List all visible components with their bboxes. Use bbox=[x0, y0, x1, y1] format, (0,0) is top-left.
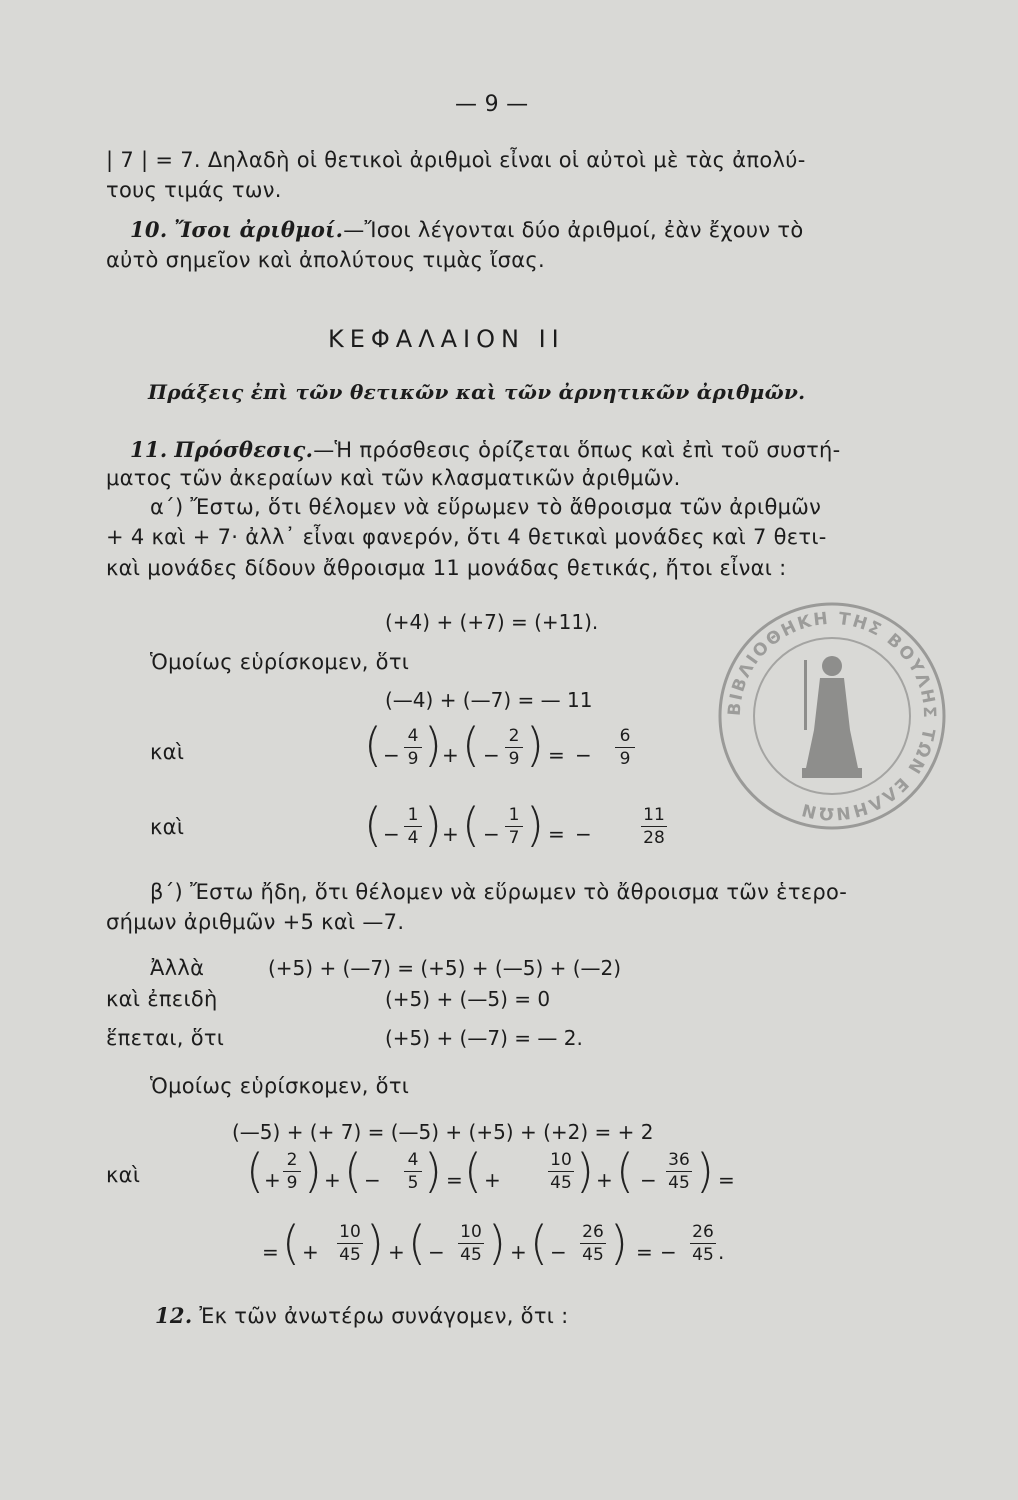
equals-sign: = bbox=[548, 743, 565, 767]
section-number: 10. bbox=[130, 217, 168, 242]
plus-sign: + bbox=[442, 822, 459, 846]
text-label: καὶ ἐπειδὴ bbox=[106, 987, 218, 1011]
text-label: ἕπεται, ὅτι bbox=[106, 1026, 225, 1050]
paren-close: ) bbox=[424, 1144, 442, 1198]
numerator: 1 bbox=[508, 805, 520, 825]
text-line: σήμων ἀριθμῶν +5 καὶ —7. bbox=[106, 910, 405, 934]
text-line: + 4 καὶ + 7· ἀλλ᾽ εἶναι φανερόν, ὅτι 4 θετικαὶ μονάδες καὶ 7 θετι- bbox=[106, 525, 827, 549]
section-11 bbox=[130, 437, 841, 462]
numerator: 36 bbox=[668, 1150, 690, 1170]
paren-open: ( bbox=[616, 1144, 634, 1198]
plus-sign: + bbox=[596, 1168, 613, 1192]
denominator: 7 bbox=[508, 828, 520, 848]
numerator: 10 bbox=[460, 1222, 482, 1242]
paren-open: ( bbox=[364, 718, 382, 772]
sign: − bbox=[428, 1240, 445, 1264]
section-12 bbox=[155, 1303, 569, 1328]
section-text: —Ἡ πρόσθεσις ὁρίζεται ὅπως καὶ ἐπὶ τοῦ συστή- bbox=[313, 438, 841, 462]
denominator: 45 bbox=[582, 1245, 604, 1265]
numerator: 11 bbox=[643, 805, 665, 825]
denominator: 9 bbox=[286, 1173, 298, 1193]
paren-open: ( bbox=[464, 1144, 482, 1198]
fraction bbox=[404, 1151, 422, 1192]
sign: − bbox=[483, 822, 500, 846]
plus-sign: + bbox=[324, 1168, 341, 1192]
section-text: Ἐκ τῶν ἀνωτέρω συνάγομεν, ὅτι : bbox=[199, 1304, 569, 1328]
equation: (—5) + (+ 7) = (—5) + (+5) + (+2) = + 2 bbox=[232, 1120, 654, 1144]
sign: − bbox=[483, 743, 500, 767]
numerator: 2 bbox=[286, 1150, 298, 1170]
paren-close: ) bbox=[488, 1216, 506, 1270]
paren-close: ) bbox=[576, 1144, 594, 1198]
equals-sign: = bbox=[548, 822, 565, 846]
fraction bbox=[505, 806, 523, 847]
chapter-heading: ΚΕΦΑΛΑΙΟΝ ΙΙ bbox=[328, 325, 565, 353]
text-line: τους τιμάς των. bbox=[106, 178, 282, 202]
equation: (—4) + (—7) = — 11 bbox=[385, 688, 593, 712]
section-text: —Ἴσοι λέγονται δύο ἀριθμοί, ἐὰν ἔχουν τὸ bbox=[343, 218, 804, 242]
sign: − bbox=[575, 822, 592, 846]
paren-open: ( bbox=[462, 798, 480, 852]
sign: + bbox=[484, 1168, 501, 1192]
sign: − bbox=[640, 1168, 657, 1192]
fraction bbox=[458, 1223, 484, 1264]
equals-sign: = bbox=[718, 1168, 735, 1192]
numerator: 1 bbox=[407, 805, 419, 825]
paren-open: ( bbox=[364, 798, 382, 852]
sign: − bbox=[383, 822, 400, 846]
fraction bbox=[641, 806, 667, 847]
fraction bbox=[283, 1151, 301, 1192]
denominator: 45 bbox=[550, 1173, 572, 1193]
fraction bbox=[548, 1151, 574, 1192]
numerator: 26 bbox=[692, 1222, 714, 1242]
paren-close: ) bbox=[366, 1216, 384, 1270]
paren-open: ( bbox=[246, 1144, 264, 1198]
denominator: 45 bbox=[692, 1245, 714, 1265]
section-title: Πρόσθεσις. bbox=[174, 437, 314, 462]
text-kai: καὶ bbox=[106, 1163, 141, 1187]
section-number: 11. bbox=[130, 437, 168, 462]
stamp-text: ΒΙΒΛΙΟΘΗΚΗ ΤΗΣ ΒΟΥΛΗΣ ΤΩΝ ΕΛΛΗΝΩΝ bbox=[724, 608, 940, 824]
fraction bbox=[580, 1223, 606, 1264]
fraction bbox=[505, 727, 523, 768]
sign: − bbox=[364, 1168, 381, 1192]
text-line: Ὁμοίως εὑρίσκομεν, ὅτι bbox=[150, 1074, 410, 1098]
denominator: 9 bbox=[619, 749, 631, 769]
section-number: 12. bbox=[155, 1303, 193, 1328]
numerator: 6 bbox=[619, 726, 631, 746]
numerator: 4 bbox=[407, 1150, 419, 1170]
paren-open: ( bbox=[462, 718, 480, 772]
section-10 bbox=[130, 217, 803, 242]
period: . bbox=[718, 1240, 725, 1264]
numerator: 4 bbox=[407, 726, 419, 746]
sign: + bbox=[302, 1240, 319, 1264]
paren-open: ( bbox=[344, 1144, 362, 1198]
numerator: 10 bbox=[339, 1222, 361, 1242]
text-kai: καὶ bbox=[150, 815, 185, 839]
text-line: αὐτὸ σημεῖον καὶ ἀπολύτους τιμὰς ἴσας. bbox=[106, 248, 546, 272]
fraction bbox=[337, 1223, 363, 1264]
equals-sign: = bbox=[262, 1240, 279, 1264]
equation: (+5) + (—7) = — 2. bbox=[385, 1026, 583, 1050]
paren-close: ) bbox=[526, 798, 544, 852]
text-line: Ὁμοίως εὑρίσκομεν, ὅτι bbox=[150, 650, 410, 674]
plus-sign: + bbox=[388, 1240, 405, 1264]
denominator: 45 bbox=[339, 1245, 361, 1265]
equation: (+4) + (+7) = (+11). bbox=[385, 610, 599, 634]
text-line: α΄) Ἔστω, ὅτι θέλομεν νὰ εὕρωμεν τὸ ἄθροισμα τῶν ἀριθμῶν bbox=[150, 495, 822, 519]
fraction bbox=[404, 727, 422, 768]
denominator: 9 bbox=[407, 749, 419, 769]
sign: − bbox=[550, 1240, 567, 1264]
equation: (+5) + (—5) = 0 bbox=[385, 987, 551, 1011]
paren-open: ( bbox=[408, 1216, 426, 1270]
page-number: — 9 — bbox=[455, 92, 529, 117]
text-line: β΄) Ἔστω ἤδη, ὅτι θέλομεν νὰ εὕρωμεν τὸ ἄθροισμα τῶν ἑτερο- bbox=[150, 880, 848, 904]
text-label: Ἀλλὰ bbox=[150, 956, 205, 980]
paren-close: ) bbox=[696, 1144, 714, 1198]
stamp-figure bbox=[802, 656, 862, 778]
equation: (+5) + (—7) = (+5) + (—5) + (—2) bbox=[268, 956, 622, 980]
denominator: 28 bbox=[643, 828, 665, 848]
equals-sign: = bbox=[636, 1240, 653, 1264]
denominator: 45 bbox=[460, 1245, 482, 1265]
denominator: 9 bbox=[508, 749, 520, 769]
equals-sign: = bbox=[446, 1168, 463, 1192]
plus-sign: + bbox=[442, 743, 459, 767]
text-line: ματος τῶν ἀκεραίων καὶ τῶν κλασματικῶν ἀριθμῶν. bbox=[106, 466, 681, 490]
paren-close: ) bbox=[424, 718, 442, 772]
sign: − bbox=[383, 743, 400, 767]
fraction bbox=[615, 727, 635, 768]
numerator: 26 bbox=[582, 1222, 604, 1242]
paren-close: ) bbox=[304, 1144, 322, 1198]
plus-sign: + bbox=[510, 1240, 527, 1264]
text-kai: καὶ bbox=[150, 740, 185, 764]
sign: − bbox=[575, 743, 592, 767]
numerator: 2 bbox=[508, 726, 520, 746]
paren-open: ( bbox=[530, 1216, 548, 1270]
paren-close: ) bbox=[526, 718, 544, 772]
library-stamp bbox=[716, 600, 948, 832]
denominator: 5 bbox=[407, 1173, 419, 1193]
chapter-subtitle: Πράξεις ἐπὶ τῶν θετικῶν καὶ τῶν ἀρνητικῶν ἀριθμῶν. bbox=[148, 380, 806, 404]
paren-close: ) bbox=[610, 1216, 628, 1270]
denominator: 45 bbox=[668, 1173, 690, 1193]
numerator: 10 bbox=[550, 1150, 572, 1170]
sign: − bbox=[660, 1240, 677, 1264]
section-title: Ἴσοι ἀριθμοί. bbox=[174, 217, 344, 242]
text-line: καὶ μονάδες δίδουν ἄθροισμα 11 μονάδας θετικάς, ἤτοι εἶναι : bbox=[106, 556, 787, 580]
denominator: 4 bbox=[407, 828, 419, 848]
sign: + bbox=[264, 1168, 281, 1192]
text-line: | 7 | = 7. Δηλαδὴ οἱ θετικοὶ ἀριθμοὶ εἶναι οἱ αὐτοὶ μὲ τὰς ἀπολύ- bbox=[106, 148, 806, 172]
fraction bbox=[690, 1223, 716, 1264]
fraction bbox=[666, 1151, 692, 1192]
paren-open: ( bbox=[282, 1216, 300, 1270]
fraction bbox=[404, 806, 422, 847]
paren-close: ) bbox=[424, 798, 442, 852]
